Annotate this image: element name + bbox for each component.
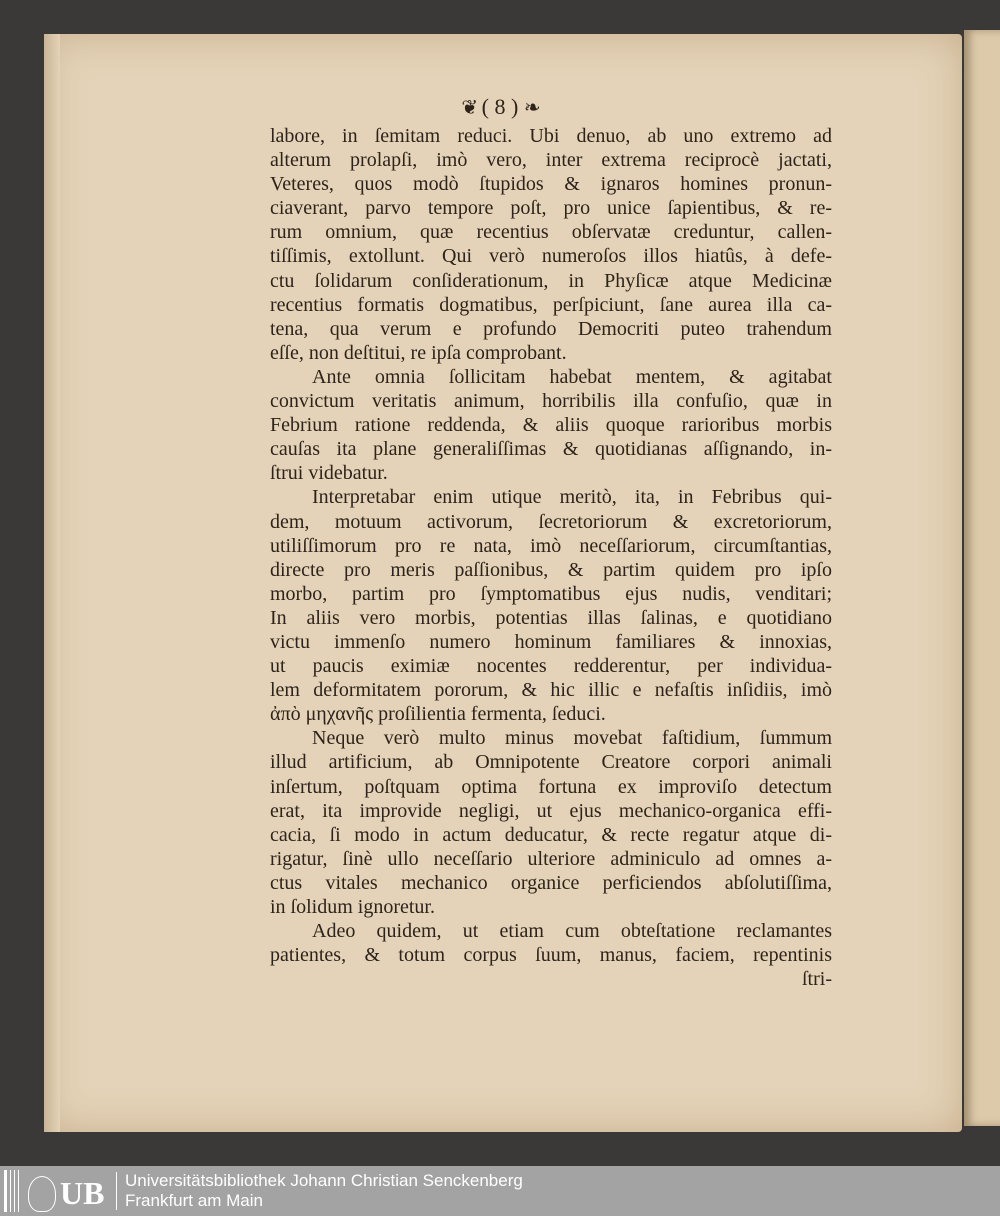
logo-text: UB [60, 1175, 105, 1211]
text-line: utiliſſimorum pro re nata, imò neceſſariorum, circumſtantias, [270, 534, 832, 557]
text-line: in ſolidum ignoretur. [270, 896, 435, 918]
text-line: cauſas ita plane generaliſſimas & quotidianas aſſignando, in- [270, 438, 832, 461]
logo-portrait-icon [28, 1176, 56, 1212]
text-line: Interpretabar enim utique meritò, ita, in Febribus qui- [312, 486, 832, 509]
text-line: lem deformitatem pororum, & hic illic e nefaſtis inſidiis, imò [270, 679, 832, 702]
text-line: ἀπὸ μηχανῆς proſilientia fermenta, ſeduci. [270, 703, 606, 726]
text-line: rigatur, ſinè ullo neceſſario ulteriore adminiculo ad omnes a- [270, 847, 832, 870]
logo-columns-icon [4, 1170, 22, 1212]
library-city: Frankfurt am Main [125, 1191, 263, 1210]
catchword: ſtri- [802, 968, 832, 991]
page-header [0, 94, 1000, 120]
ornament-left-icon: ❦ [461, 97, 477, 119]
text-line: cacia, ſi modo in actum deducatur, & recte regatur atque di- [270, 823, 832, 846]
library-name: Universitätsbibliothek Johann Christian Senckenberg [125, 1171, 523, 1190]
text-line: Ante omnia ſollicitam habebat mentem, & agitabat [312, 365, 832, 388]
text-line: Veteres, quos modò ſtupidos & ignaros homines pronun- [270, 173, 832, 196]
text-line: ciaverant, parvo tempore poſt, pro unice ſapientibus, & re- [270, 197, 832, 220]
text-line: tena, qua verum e profundo Democriti puteo trahendum [270, 317, 832, 340]
text-line: patientes, & totum corpus ſuum, manus, faciem, repentinis [270, 944, 832, 967]
paragraph [270, 919, 832, 967]
text-line: Febrium ratione reddenda, & aliis quoque rarioribus morbis [270, 414, 832, 437]
facing-page-edge [964, 30, 1000, 1126]
text-line: directe pro meris paſſionibus, & partim quidem pro ipſo [270, 558, 832, 581]
text-line: victu immenſo numero hominum familiares & innoxias, [270, 630, 832, 653]
paragraph [270, 485, 832, 726]
library-logo [4, 1170, 116, 1212]
text-line: erat, ita improvide negligi, ut ejus mechanico-organica effi- [270, 799, 832, 822]
text-line: rum omnium, quæ recentius obſervatæ creduntur, callen- [270, 221, 832, 244]
library-footer [0, 1166, 1000, 1216]
ornament-right-icon: ❧ [523, 97, 539, 119]
text-line: dem, motuum activorum, ſecretoriorum & excretoriorum, [270, 510, 832, 533]
text-line: ſtrui videbatur. [270, 462, 388, 485]
text-line: eſſe, non deſtitui, re ipſa comprobant. [270, 341, 567, 364]
text-line: ut paucis eximiæ nocentes redderentur, per individua- [270, 655, 832, 678]
text-line: Adeo quidem, ut etiam cum obteſtatione reclamantes [312, 920, 832, 943]
page-number: ( 8 ) [481, 94, 519, 119]
paragraph [270, 726, 832, 919]
text-line: morbo, partim pro ſymptomatibus ejus nudis, venditari; [270, 582, 832, 605]
text-line: convictum veritatis animum, horribilis illa confuſio, quæ in [270, 390, 832, 413]
body-text [270, 124, 832, 991]
text-line: Neque verò multo minus movebat faſtidium, ſummum [312, 727, 832, 750]
text-line: inſertum, poſtquam optima fortuna ex improviſo detectum [270, 775, 832, 798]
text-line: recentius formatis dogmatibus, perſpiciunt, ſane aurea illa ca- [270, 293, 832, 316]
text-line: illud artificium, ab Omnipotente Creatore corpori animali [270, 751, 832, 774]
text-line: ctus vitales mechanico organice perficiendos abſolutiſſima, [270, 871, 832, 894]
footer-divider [116, 1172, 117, 1210]
text-line: labore, in ſemitam reduci. Ubi denuo, ab uno extremo ad [270, 125, 832, 147]
paragraph [270, 124, 832, 365]
text-line: ctu ſolidarum conſiderationum, in Phyſicæ atque Medicinæ [270, 269, 832, 292]
text-line: tiſſimis, extollunt. Qui verò numeroſos illos hiatûs, à defe- [270, 245, 832, 268]
text-line: In aliis vero morbis, potentias illas ſalinas, e quotidiano [270, 606, 832, 629]
text-line: alterum prolapſi, imò vero, inter extrema reciprocè jactati, [270, 149, 832, 172]
paragraph [270, 365, 832, 485]
